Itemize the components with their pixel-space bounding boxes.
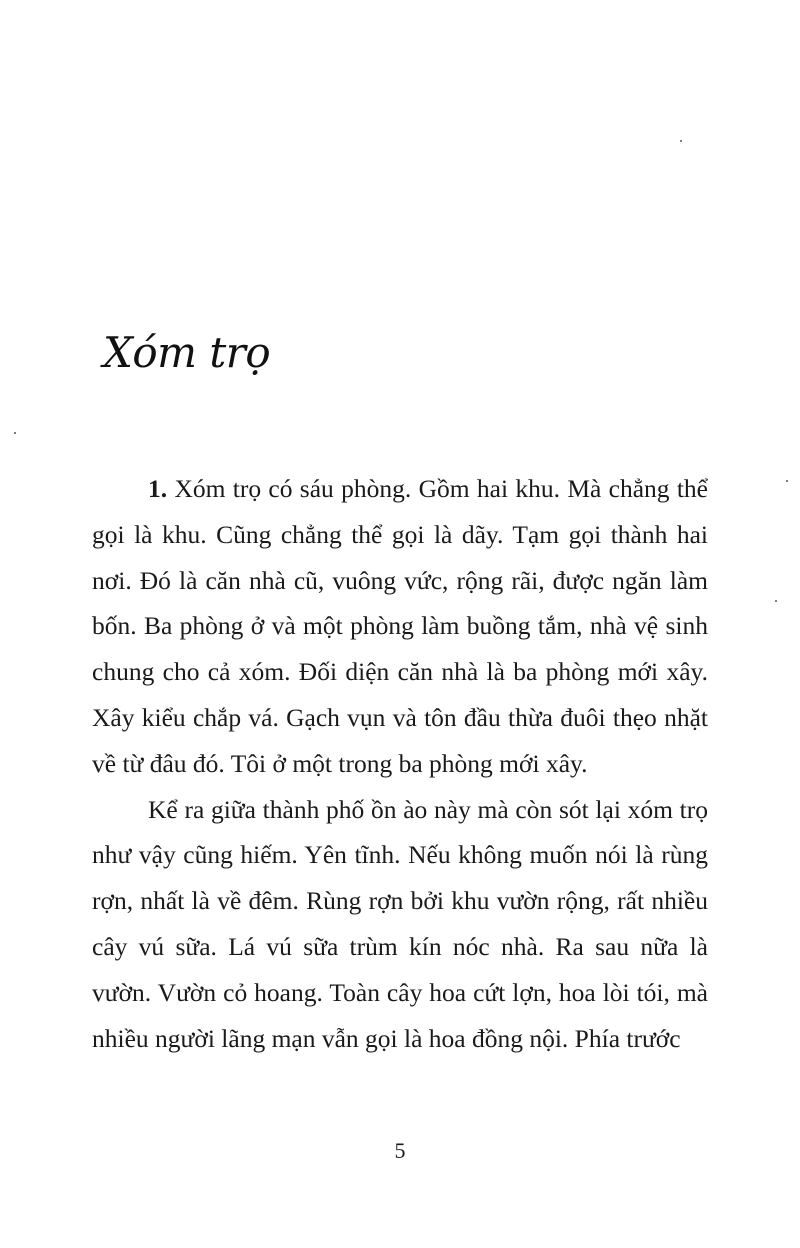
body-text — [92, 466, 708, 1061]
scan-speck — [680, 140, 682, 142]
paragraph-2 — [92, 787, 708, 1062]
chapter-title: Xóm trọ — [103, 328, 271, 377]
section-number: 1. — [148, 474, 168, 503]
paragraph-1-text: Xóm trọ có sáu phòng. Gồm hai khu. Mà chẳng thể gọi là khu. Cũng chẳng thể gọi là dãy. Tạm gọi thành hai nơi. Đó là căn nhà cũ, vuông vức, rộng rãi, được ngăn làm bốn. Ba phòng ở và một phòng làm buồng tắm, nhà vệ sinh chung cho cả xóm. Đối diện căn nhà là ba phòng mới xây. Xây kiểu chắp vá. Gạch vụn và tôn đầu thừa đuôi thẹo nhặt về từ đâu đó. Tôi ở một trong ba phòng mới xây. — [92, 474, 708, 778]
scan-speck — [14, 432, 16, 434]
paragraph-2-text: Kể ra giữa thành phố ồn ào này mà còn sót lại xóm trọ như vậy cũng hiếm. Yên tĩnh. Nếu không muốn nói là rùng rợn, nhất là về đêm. Rùng rợn bởi khu vườn rộng, rất nhiều cây vú sữa. Lá vú sữa trùm kín nóc nhà. Ra sau nữa là vườn. Vườn cỏ hoang. Toàn cây hoa cứt lợn, hoa lòi tói, mà nhiều người lãng mạn vẫn gọi là hoa đồng nội. Phía trước — [92, 794, 708, 1053]
paragraph-1 — [92, 466, 708, 787]
page-number: 5 — [394, 1138, 406, 1163]
scan-speck — [775, 600, 777, 602]
scan-speck — [786, 480, 788, 482]
